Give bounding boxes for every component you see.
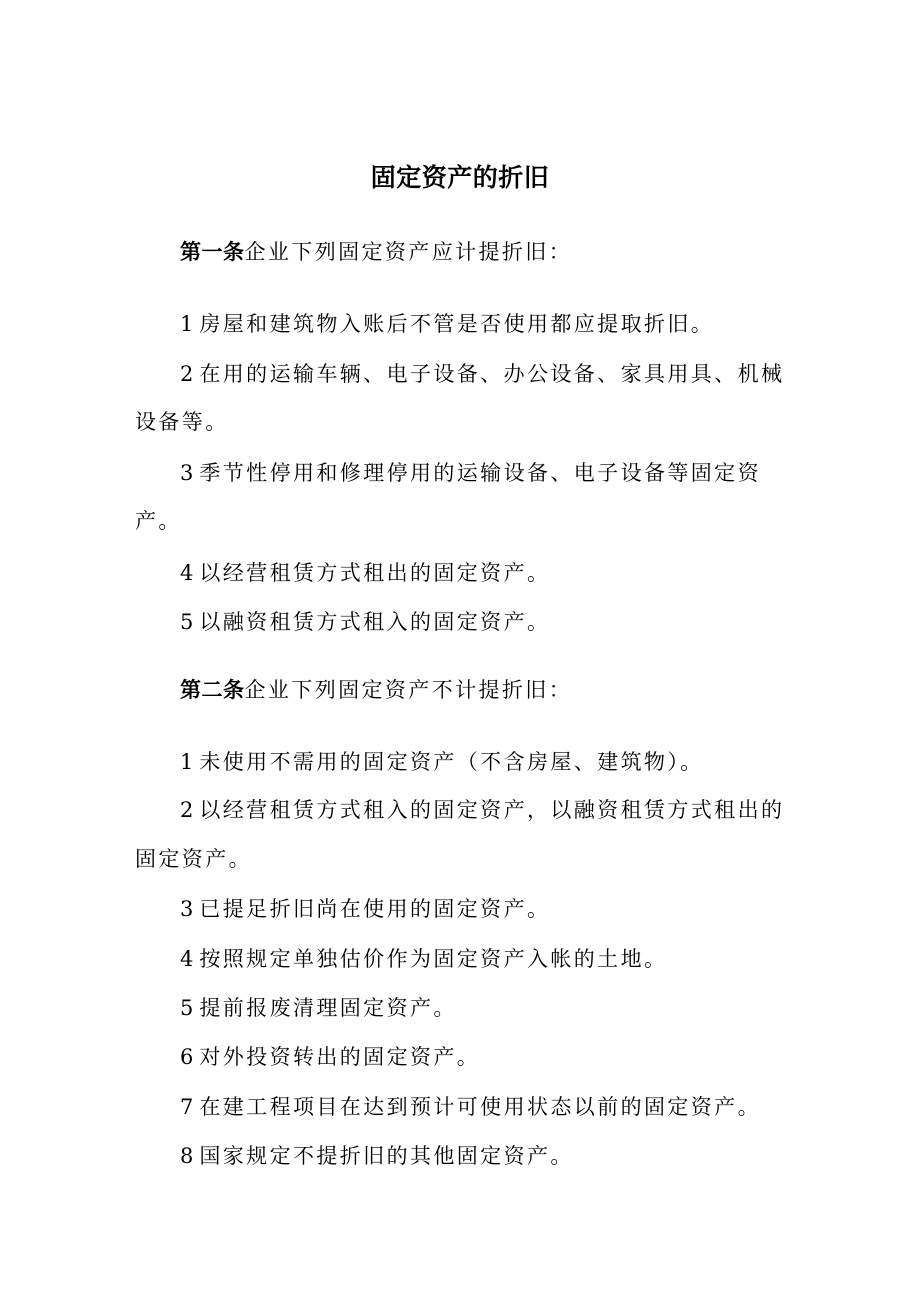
item-text: 房屋和建筑物入账后不管是否使用都应提取折旧。 (199, 312, 715, 336)
item-number: 5 (180, 610, 194, 634)
item-text: 未使用不需用的固定资产（不含房屋、建筑物）。 (199, 750, 704, 774)
item-number: 1 (180, 750, 194, 774)
article-1-heading (180, 228, 830, 276)
article-1-item-3-continued: 产。 (135, 509, 182, 533)
item-text: 按照规定单独估价作为固定资产入帐的土地。 (199, 947, 668, 971)
item-number: 4 (180, 561, 194, 585)
item-text: 在用的运输车辆、电子设备、办公设备、家具用具、机械 (199, 362, 785, 386)
article-1-item-2-continued: 设备等。 (135, 410, 229, 434)
article-1-item-2 (180, 350, 830, 398)
article-1-item-4 (180, 549, 830, 597)
article-2-item-6 (180, 1033, 830, 1081)
item-text: 以融资租赁方式租入的固定资产。 (199, 610, 551, 634)
item-number: 8 (180, 1144, 194, 1168)
item-number: 3 (180, 897, 194, 921)
article-2-text: 企业下列固定资产不计提折旧： (244, 678, 573, 702)
item-text: 以经营租赁方式租入的固定资产，以融资租赁方式租出的 (199, 798, 785, 822)
item-number: 1 (180, 312, 194, 336)
article-1-text: 企业下列固定资产应计提折旧： (244, 240, 573, 264)
item-number: 4 (180, 947, 194, 971)
article-2-item-2 (180, 786, 830, 834)
article-2-label: 第二条 (180, 678, 245, 702)
article-2-item-5 (180, 984, 830, 1032)
article-1-item-1 (180, 300, 830, 348)
item-number: 6 (180, 1045, 194, 1069)
item-number: 2 (180, 798, 194, 822)
article-1-label: 第一条 (180, 240, 245, 264)
item-text: 以经营租赁方式租出的固定资产。 (199, 561, 551, 585)
item-text: 季节性停用和修理停用的运输设备、电子设备等固定资 (199, 461, 761, 485)
article-1-item-3 (180, 449, 830, 497)
article-2-item-2-continued: 固定资产。 (135, 847, 252, 871)
article-2-item-4 (180, 935, 830, 983)
item-number: 2 (180, 362, 194, 386)
article-2-item-1 (180, 738, 830, 786)
item-text: 国家规定不提折旧的其他固定资产。 (199, 1144, 574, 1168)
article-2-heading (180, 666, 830, 714)
item-number: 3 (180, 461, 194, 485)
document-title: 固定资产的折旧 (370, 163, 550, 192)
article-2-item-7 (180, 1083, 830, 1131)
item-text: 在建工程项目在达到预计可使用状态以前的固定资产。 (199, 1095, 761, 1119)
item-number: 7 (180, 1095, 194, 1119)
item-text: 已提足折旧尚在使用的固定资产。 (199, 897, 551, 921)
item-text: 提前报废清理固定资产。 (199, 996, 457, 1020)
article-2-item-3 (180, 885, 830, 933)
item-number: 5 (180, 996, 194, 1020)
article-2-item-8 (180, 1132, 830, 1180)
item-text: 对外投资转出的固定资产。 (199, 1045, 481, 1069)
article-1-item-5 (180, 598, 830, 646)
